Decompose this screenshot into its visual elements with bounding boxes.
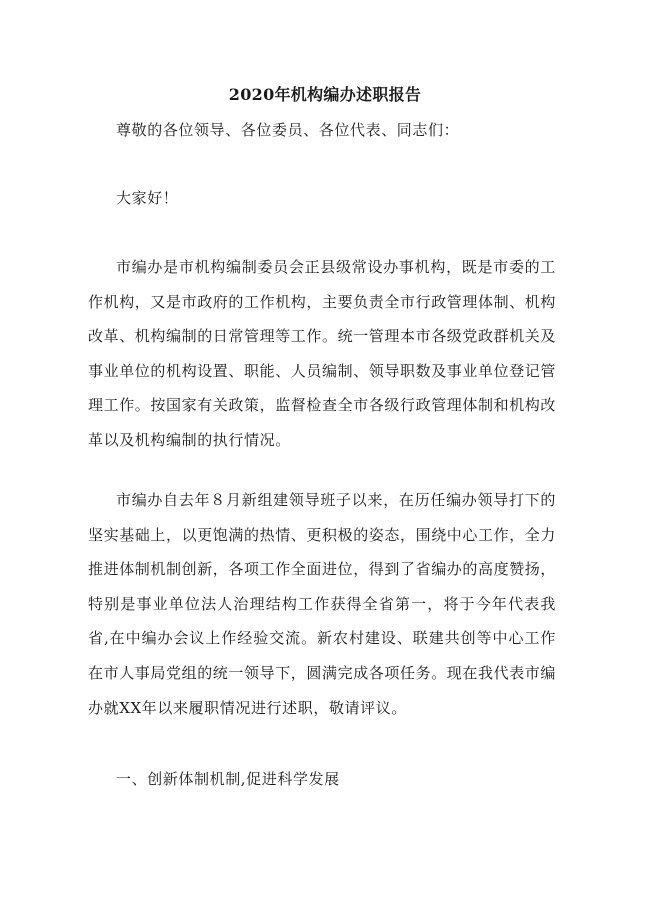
hello-paragraph: 大家好！	[116, 189, 179, 207]
greeting-paragraph: 尊敬的各位领导、各位委员、各位代表、同志们：	[116, 121, 460, 139]
document-title: 2020年机构编办述职报告	[228, 85, 422, 104]
section-heading-1: 一、创新体制机制,促进科学发展	[116, 770, 340, 788]
body-paragraph-2: 市编办自去年８月新组建领导班子以来，在历任编办领导打下的坚实基础上，以更饱满的热情、更积极的姿态，围绕中心工作，全力推进体制机制创新，各项工作全面进位，得到了省编办的高度赞扬，特别是事业单位法人治理结构工作获得全省第一，将于今年代表我省,在中编办会议上作经验交流。新农村建设、联建共创等中心工作在市人事局党组的统一领导下，圆满完成各项任务。现在我代表市编办就XX年以来履职情况进行述职，敬请评议。	[88, 491, 557, 717]
body-paragraph-1: 市编办是市机构编制委员会正县级常设办事机构，既是市委的工作机构，又是市政府的工作机构，主要负责全市行政管理体制、机构改革、机构编制的日常管理等工作。统一管理本市各级党政群机关及事业单位的机构设置、职能、人员编制、领导职数及事业单位登记管理工作。按国家有关政策，监督检查全市各级行政管理体制和机构改革以及机构编制的执行情况。	[88, 258, 557, 449]
